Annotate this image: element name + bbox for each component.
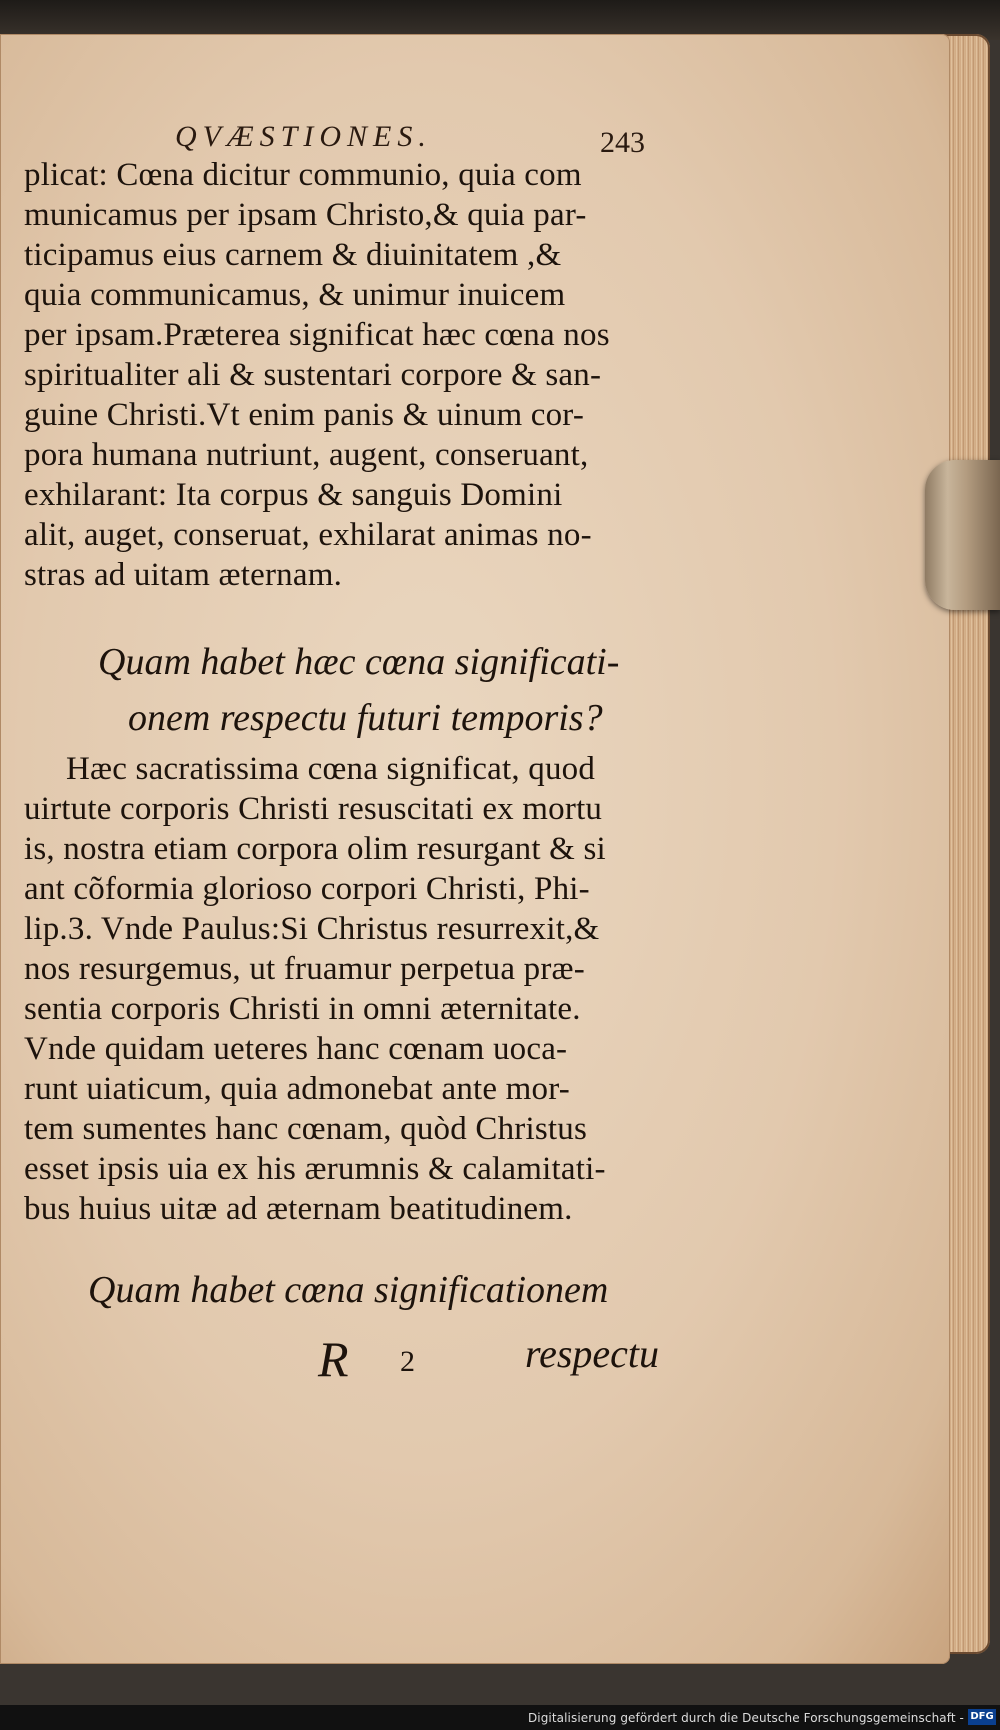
text-line: sentia corporis Christi in omni æternitate. [24, 991, 581, 1027]
text-line: alit, auget, conseruat, exhilarat animas no- [24, 517, 592, 553]
text-line: Vnde quidam ueteres hanc cœnam uoca- [24, 1031, 568, 1067]
text-line: esset ipsis uia ex his ærumnis & calamitati- [24, 1151, 606, 1187]
text-line: lip.3. Vnde Paulus:Si Christus resurrexit,& [24, 911, 600, 947]
dfg-logo-icon: DFG [968, 1709, 996, 1725]
question-heading-line: Quam habet hæc cœna significati- [98, 641, 620, 683]
page-number: 243 [600, 126, 645, 159]
text-line: uirtute corporis Christi resuscitati ex mortu [24, 791, 603, 827]
text-line: Hæc sacratissima cœna significat, quod [66, 751, 596, 787]
signature-letter: R [318, 1331, 349, 1387]
text-line: municamus per ipsam Christo,& quia par- [24, 197, 587, 233]
text-line: exhilarant: Ita corpus & sanguis Domini [24, 477, 563, 513]
digitization-credit: Digitalisierung gefördert durch die Deutsche Forschungsgemeinschaft - [527, 1711, 964, 1725]
text-line: ant cõformia glorioso corpori Christi, Phi- [24, 871, 590, 907]
text-line: guine Christi.Vt enim panis & uinum cor- [24, 397, 585, 433]
text-line: quia communicamus, & unimur inuicem [24, 277, 566, 313]
text-line: pora humana nutriunt, augent, conseruant, [24, 437, 589, 473]
signature-number: 2 [400, 1345, 415, 1378]
text-line: stras ad uitam æternam. [24, 557, 343, 593]
text-line: bus huius uitæ ad æternam beatitudinem. [24, 1191, 573, 1227]
text-line: runt uiaticum, quia admonebat ante mor- [24, 1071, 570, 1107]
question-heading-line: onem respectu futuri temporis? [128, 697, 603, 739]
text-line: tem sumentes hanc cœnam, quòd Christus [24, 1111, 588, 1147]
question-heading-line: Quam habet cœna significationem [88, 1269, 609, 1311]
running-title: QVÆSTIONES. [175, 120, 432, 153]
book-clasp [925, 460, 1000, 610]
text-line: ticipamus eius carnem & diuinitatem ,& [24, 237, 562, 273]
catchword: respectu [525, 1331, 660, 1376]
text-line: plicat: Cœna dicitur communio, quia com [24, 157, 582, 193]
text-line: per ipsam.Præterea significat hæc cœna nos [24, 317, 610, 353]
text-line: spiritualiter ali & sustentari corpore & san- [24, 357, 602, 393]
text-line: nos resurgemus, ut fruamur perpetua præ- [24, 951, 585, 987]
text-line: is, nostra etiam corpora olim resurgant & si [24, 831, 606, 867]
